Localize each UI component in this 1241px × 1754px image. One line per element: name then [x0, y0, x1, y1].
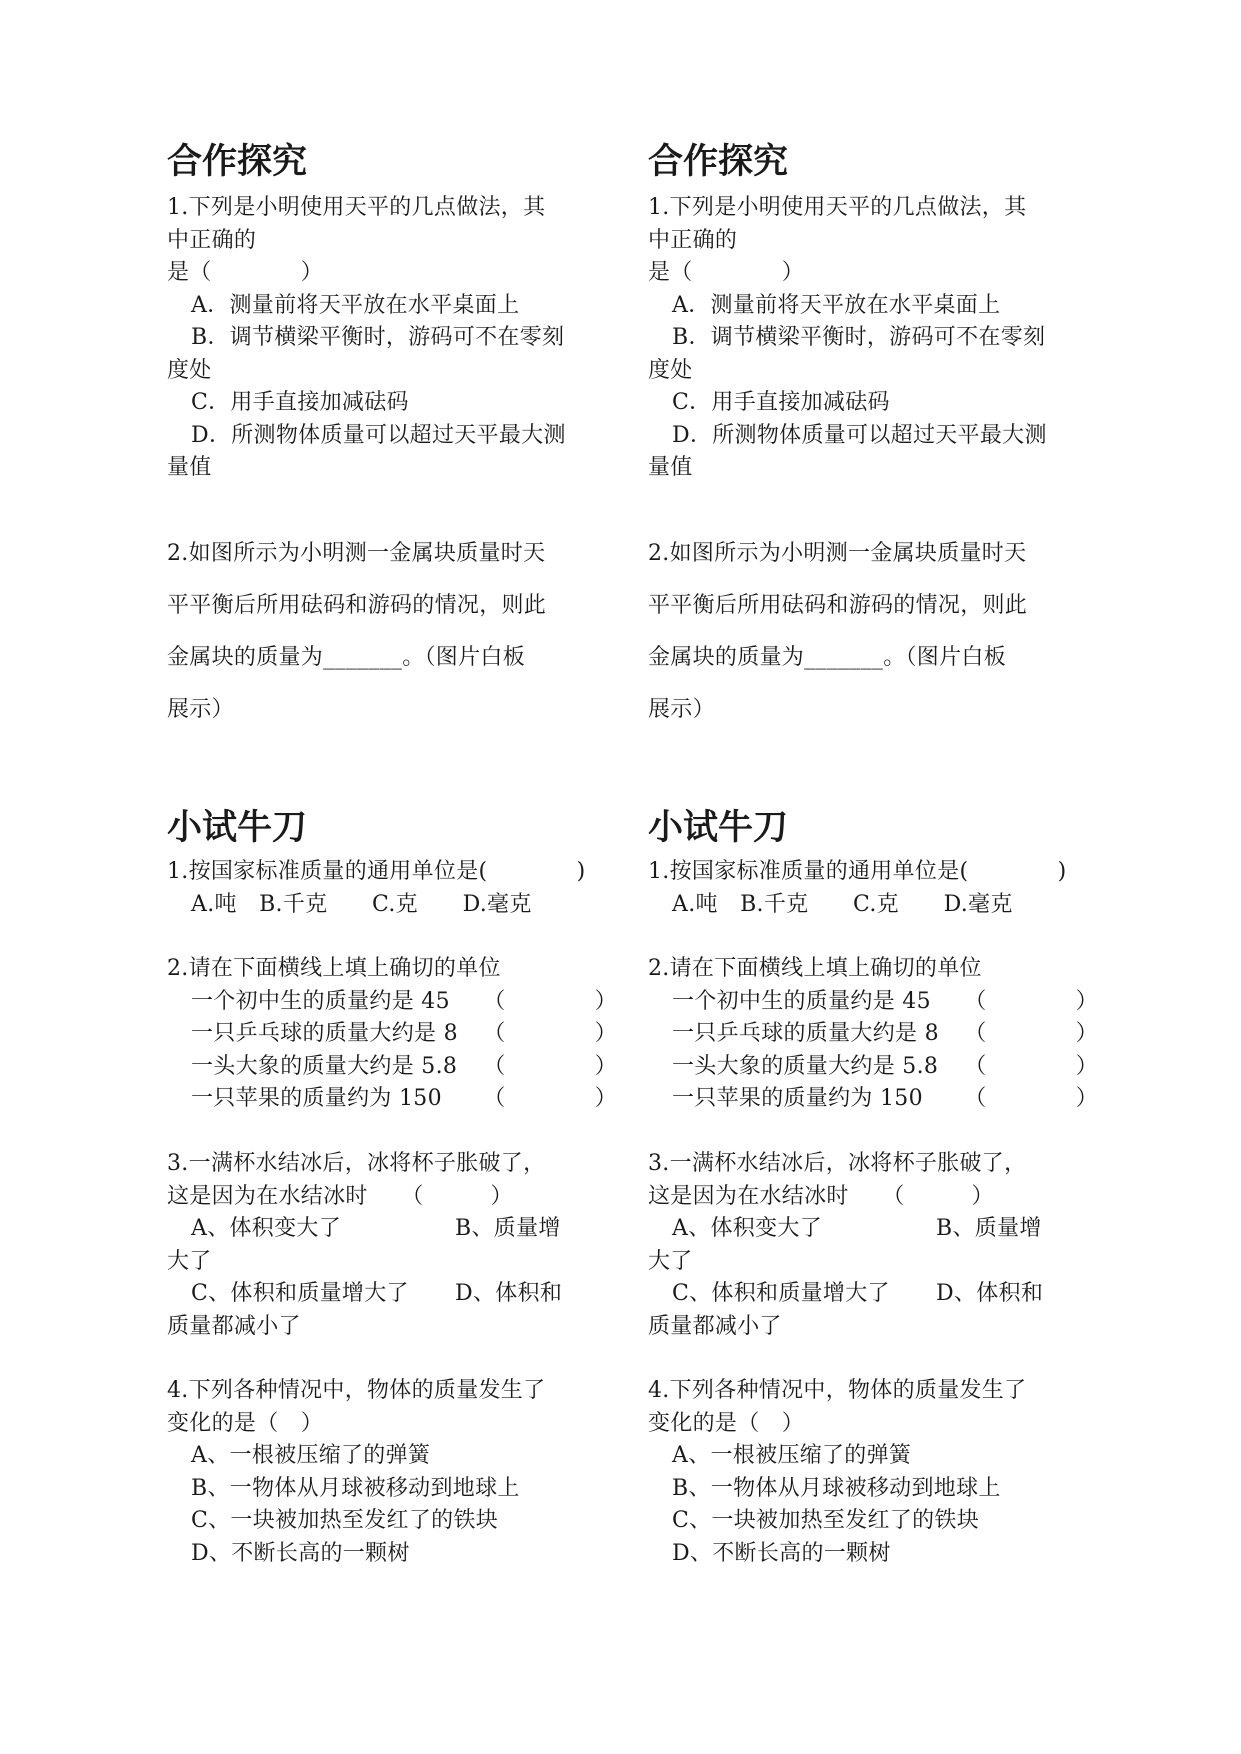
- option-row: [648, 1213, 1098, 1246]
- section-heading: [648, 142, 1098, 182]
- question-text: 中正确的: [167, 227, 257, 253]
- question-block-practice-2: [167, 953, 617, 1116]
- option-c: C．用手直接加减砝码: [191, 390, 409, 415]
- question-text: 金属块的质量为_______。（图片白板: [648, 645, 1007, 670]
- option-b-continuation: 度处: [648, 357, 693, 383]
- question-block-practice-4: [648, 1375, 1098, 1570]
- fill-blank: （ ）: [964, 1053, 1098, 1079]
- option-c: C、一块被加热至发红了的铁块: [191, 1508, 499, 1533]
- question-block-practice-2: [648, 953, 1098, 1116]
- option-continuation: 大了: [167, 1248, 212, 1274]
- question-block-practice-1: [648, 856, 1098, 921]
- question-block-practice-1: [167, 856, 617, 921]
- question-text: 4.下列各种情况中，物体的质量发生了: [167, 1378, 546, 1403]
- option-b: B、质量增: [936, 1216, 1042, 1241]
- options-line: A.吨 B.千克 C.克 D.毫克: [672, 891, 1013, 917]
- option-b: B、一物体从月球被移动到地球上: [672, 1475, 1001, 1501]
- fill-blank: （ ）: [483, 1086, 617, 1111]
- option-c: C、体积和质量增大了: [191, 1281, 409, 1306]
- question-text: 是（ ）: [167, 260, 324, 285]
- question-text: 1.下列是小明使用天平的几点做法，其: [167, 195, 546, 220]
- question-text: 金属块的质量为_______。（图片白板: [167, 645, 526, 670]
- option-a: A、一根被压缩了的弹簧: [191, 1443, 431, 1468]
- fill-item-text: 一只乒乓球的质量大约是 8: [672, 1021, 939, 1046]
- option-b: B．调节横梁平衡时，游码可不在零刻: [672, 325, 1046, 350]
- question-block-practice-3: [648, 1148, 1098, 1343]
- question-text: 平平衡后所用砝码和游码的情况，则此: [648, 593, 1028, 618]
- fill-item: [648, 1051, 1098, 1084]
- option-a: A．测量前将天平放在水平桌面上: [672, 292, 1001, 318]
- question-text: 2.请在下面横线上填上确切的单位: [167, 956, 501, 981]
- question-text: 1.按国家标准质量的通用单位是( ): [167, 859, 586, 884]
- question-text: 2.如图所示为小明测一金属块质量时天: [167, 541, 546, 566]
- fill-item-text: 一只苹果的质量约为 150: [191, 1086, 442, 1111]
- question-text: 1.按国家标准质量的通用单位是( ): [648, 859, 1067, 884]
- question-text: 变化的是（ ）: [648, 1410, 805, 1436]
- question-text: 是（ ）: [648, 260, 805, 285]
- question-text: 这是因为在水结冰时 （ ）: [648, 1183, 994, 1209]
- option-row: [648, 1278, 1098, 1311]
- option-c: C、一块被加热至发红了的铁块: [672, 1508, 980, 1533]
- option-c: C、体积和质量增大了: [672, 1281, 890, 1306]
- question-text: 3.一满杯水结冰后，冰将杯子胀破了，: [648, 1151, 1027, 1176]
- fill-blank: （ ）: [483, 1021, 617, 1046]
- option-d: D、体积和: [455, 1281, 563, 1306]
- question-text: 展示）: [167, 697, 234, 722]
- option-d: D、不断长高的一颗树: [191, 1540, 410, 1566]
- option-a: A．测量前将天平放在水平桌面上: [191, 292, 520, 318]
- question-text: 2.如图所示为小明测一金属块质量时天: [648, 541, 1027, 566]
- fill-item-text: 一个初中生的质量约是 45: [672, 988, 931, 1014]
- question-text: 平平衡后所用砝码和游码的情况，则此: [167, 593, 547, 618]
- fill-item-text: 一只乒乓球的质量大约是 8: [191, 1021, 458, 1046]
- option-row: [167, 1278, 617, 1311]
- worksheet-column-left: [167, 0, 617, 1754]
- question-block-inquiry-1: [648, 192, 1098, 485]
- fill-item: [167, 986, 617, 1019]
- option-b: B、质量增: [455, 1216, 561, 1241]
- fill-item-text: 一个初中生的质量约是 45: [191, 988, 450, 1014]
- question-text: 1.下列是小明使用天平的几点做法，其: [648, 195, 1027, 220]
- question-text: 展示）: [648, 697, 715, 722]
- question-text: 2.请在下面横线上填上确切的单位: [648, 956, 982, 981]
- section-title-cooperative-inquiry: 合作探究: [648, 142, 789, 182]
- option-d: D、体积和: [936, 1281, 1044, 1306]
- fill-item-text: 一头大象的质量大约是 5.8: [672, 1053, 939, 1079]
- question-text: 这是因为在水结冰时 （ ）: [167, 1183, 513, 1209]
- question-text: 中正确的: [648, 227, 738, 253]
- fill-item: [167, 1083, 617, 1116]
- option-a: A、体积变大了: [191, 1216, 341, 1241]
- fill-blank: （ ）: [964, 988, 1098, 1014]
- option-d-continuation: 量值: [167, 455, 212, 480]
- question-text: 3.一满杯水结冰后，冰将杯子胀破了，: [167, 1151, 546, 1176]
- option-continuation: 质量都减小了: [167, 1313, 301, 1339]
- option-a: A、一根被压缩了的弹簧: [672, 1443, 912, 1468]
- worksheet-column-right: [648, 0, 1098, 1754]
- question-block-practice-3: [167, 1148, 617, 1343]
- option-row: [167, 1213, 617, 1246]
- section-heading: [167, 808, 617, 848]
- fill-item-text: 一头大象的质量大约是 5.8: [191, 1053, 458, 1079]
- fill-blank: （ ）: [964, 1086, 1098, 1111]
- option-b: B、一物体从月球被移动到地球上: [191, 1475, 520, 1501]
- fill-item-text: 一只苹果的质量约为 150: [672, 1086, 923, 1111]
- option-b: B．调节横梁平衡时，游码可不在零刻: [191, 325, 565, 350]
- fill-blank: （ ）: [483, 1053, 617, 1079]
- question-text: 变化的是（ ）: [167, 1410, 324, 1436]
- question-block-inquiry-2: [167, 528, 617, 736]
- options-line: A.吨 B.千克 C.克 D.毫克: [191, 891, 532, 917]
- question-block-inquiry-2: [648, 528, 1098, 736]
- question-block-practice-4: [167, 1375, 617, 1570]
- option-d-continuation: 量值: [648, 455, 693, 480]
- fill-item: [648, 1018, 1098, 1051]
- section-title-cooperative-inquiry: 合作探究: [167, 142, 308, 182]
- section-heading: [648, 808, 1098, 848]
- option-d: D．所测物体质量可以超过天平最大测: [672, 422, 1047, 448]
- fill-item: [167, 1051, 617, 1084]
- section-heading: [167, 142, 617, 182]
- fill-item: [648, 1083, 1098, 1116]
- option-continuation: 大了: [648, 1248, 693, 1274]
- fill-item: [167, 1018, 617, 1051]
- fill-item: [648, 986, 1098, 1019]
- option-a: A、体积变大了: [672, 1216, 822, 1241]
- option-d: D．所测物体质量可以超过天平最大测: [191, 422, 566, 448]
- fill-blank: （ ）: [483, 988, 617, 1014]
- section-title-practice: 小试牛刀: [648, 808, 789, 848]
- option-continuation: 质量都减小了: [648, 1313, 782, 1339]
- option-b-continuation: 度处: [167, 357, 212, 383]
- option-c: C．用手直接加减砝码: [672, 390, 890, 415]
- question-block-inquiry-1: [167, 192, 617, 485]
- section-title-practice: 小试牛刀: [167, 808, 308, 848]
- question-text: 4.下列各种情况中，物体的质量发生了: [648, 1378, 1027, 1403]
- option-d: D、不断长高的一颗树: [672, 1540, 891, 1566]
- fill-blank: （ ）: [964, 1021, 1098, 1046]
